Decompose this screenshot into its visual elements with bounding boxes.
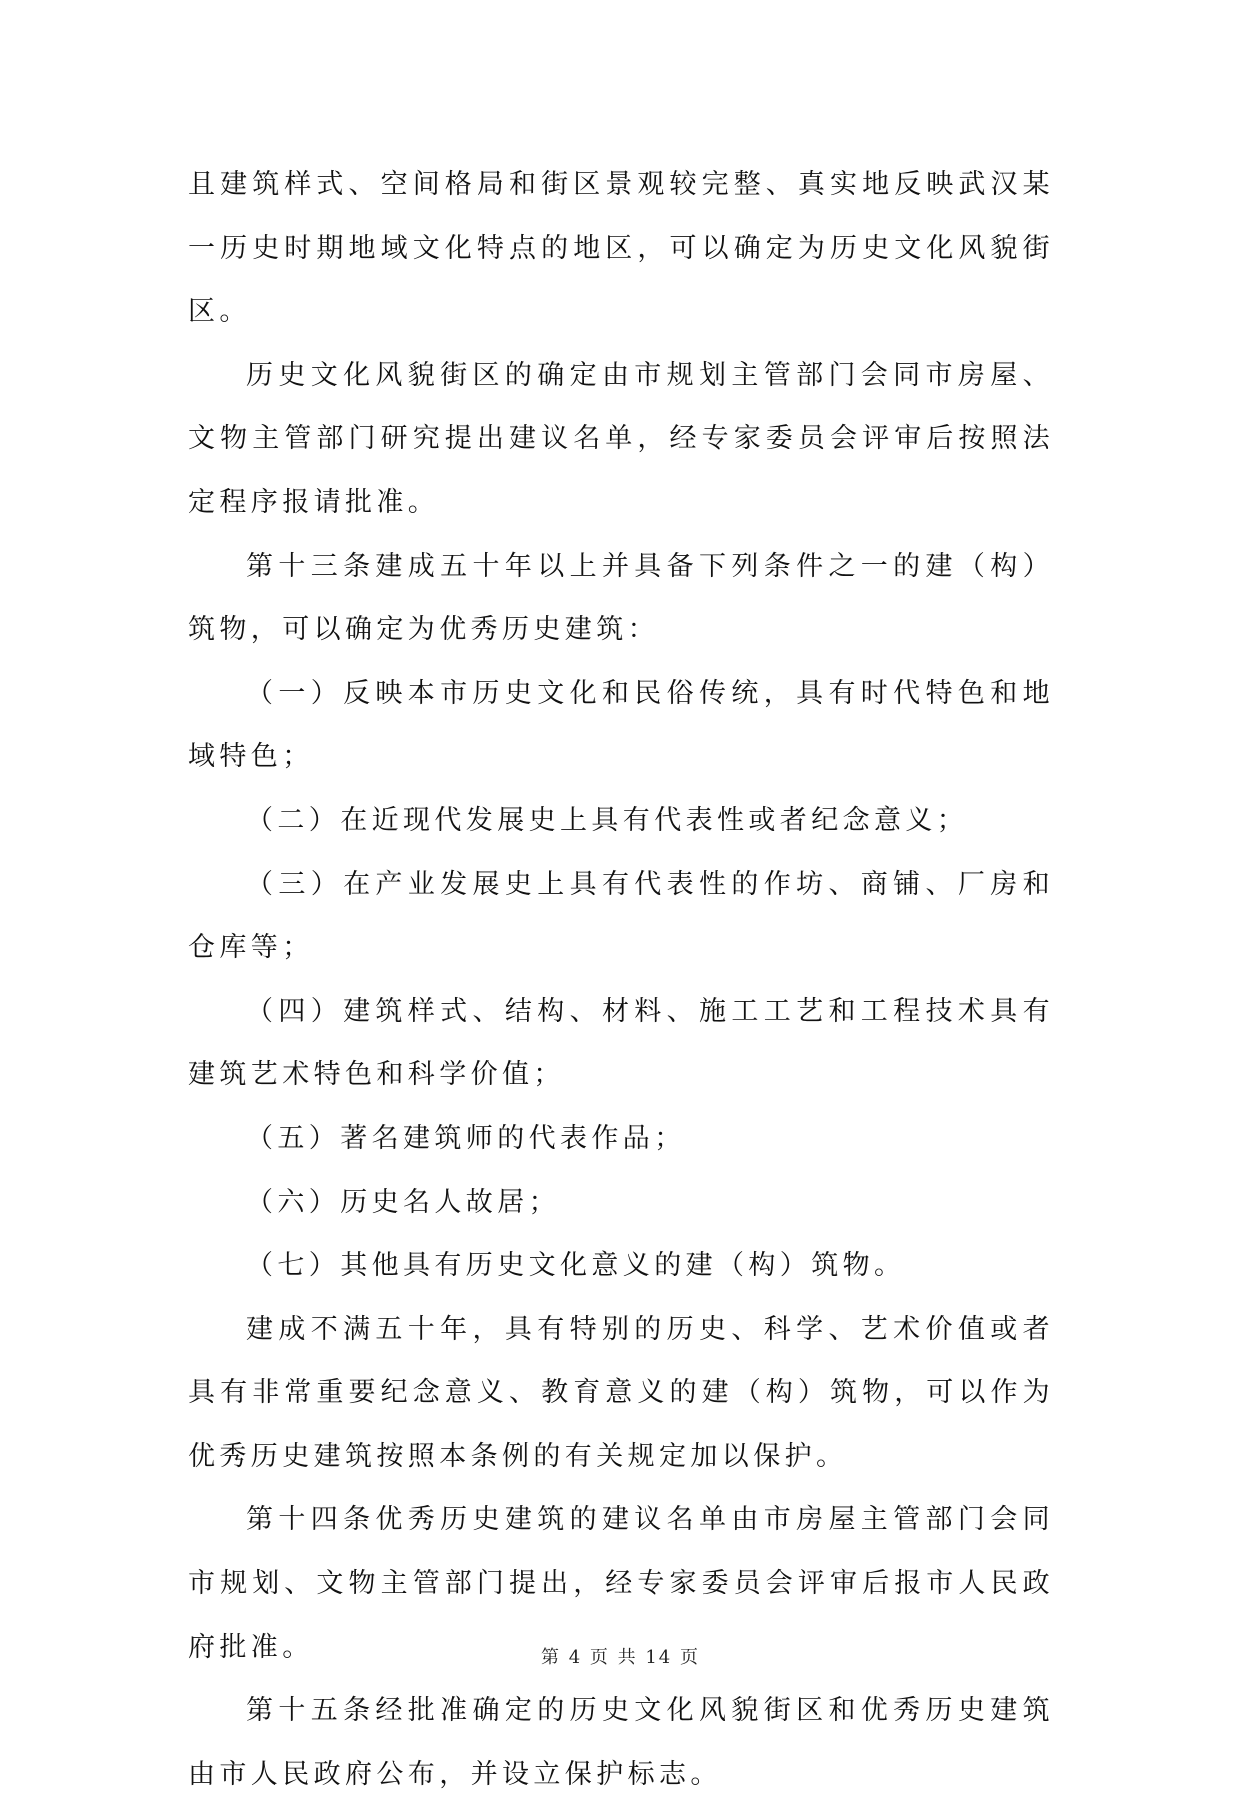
list-item-condition-4: （四）建筑样式、结构、材料、施工工艺和工程技术具有建筑艺术特色和科学价值； (188, 995, 1054, 1091)
paragraph-under-fifty-years: 建成不满五十年，具有特别的历史、科学、艺术价值或者具有非常重要纪念意义、教育意义的建（构）筑物，可以作为优秀历史建筑按照本条例的有关规定加以保护。 (188, 1313, 1054, 1472)
paragraph-district-designation: 历史文化风貌街区的确定由市规划主管部门会同市房屋、文物主管部门研究提出建议名单，经专家委员会评审后按照法定程序报请批准。 (188, 359, 1054, 518)
list-item-condition-5: （五）著名建筑师的代表作品； (246, 1122, 686, 1154)
page-number-footer: 第 4 页 共 14 页 (541, 1647, 700, 1668)
list-item-condition-2: （二）在近现代发展史上具有代表性或者纪念意义； (246, 804, 969, 836)
list-item-condition-3: （三）在产业发展史上具有代表性的作坊、商铺、厂房和仓库等； (188, 868, 1054, 964)
list-item-condition-7: （七）其他具有历史文化意义的建（构）筑物。 (246, 1250, 906, 1282)
paragraph-article-13: 第十三条建成五十年以上并具备下列条件之一的建（构）筑物，可以确定为优秀历史建筑： (188, 550, 1054, 646)
document-body (188, 153, 1054, 1806)
list-item-condition-1: （一）反映本市历史文化和民俗传统，具有时代特色和地域特色； (188, 677, 1054, 773)
paragraph-continuation: 且建筑样式、空间格局和街区景观较完整、真实地反映武汉某一历史时期地域文化特点的地区，可以确定为历史文化风貌街区。 (188, 169, 1054, 328)
list-item-condition-6: （六）历史名人故居； (246, 1186, 560, 1218)
paragraph-article-14: 第十四条优秀历史建筑的建议名单由市房屋主管部门会同市规划、文物主管部门提出，经专家委员会评审后报市人民政府批准。 (188, 1504, 1054, 1663)
paragraph-article-15: 第十五条经批准确定的历史文化风貌街区和优秀历史建筑由市人民政府公布，并设立保护标志。 (188, 1695, 1054, 1790)
